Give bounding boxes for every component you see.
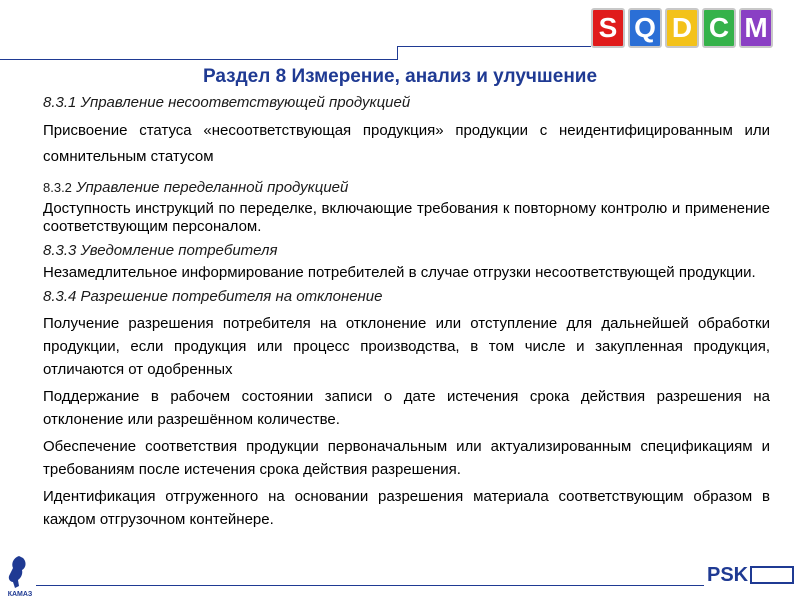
content <box>43 94 770 531</box>
section-834-p1: Получение разрешения потребителя на отклонение или отступление для дальнейшей обработки продукции, если продукция или процесс производства, в том числе и закупленная продукция, отличаются от одобренных <box>43 315 770 378</box>
sqdcm-tile-m: M <box>739 8 773 48</box>
section-832-text: Доступность инструкций по переделке, включающие требования к повторному контролю и применение соответствующим персоналом. <box>43 200 770 235</box>
sqdcm-tile-c: C <box>702 8 736 48</box>
kamaz-logo <box>5 552 35 598</box>
section-832-title: Управление переделанной продукцией <box>76 179 349 196</box>
psk-logo: PSK <box>707 564 749 586</box>
section-831-text: Присвоение статуса «несоответствующая продукция» продукции с неидентифицированным или сомнительным статусом <box>43 122 770 165</box>
section-831-heading: 8.3.1 Управление несоответствующей продукцией <box>43 94 411 111</box>
header-line-left <box>0 59 398 60</box>
header-line-step <box>397 46 398 60</box>
section-834-p4: Идентификация отгруженного на основании разрешения материала соответствующим образом в каждом отгрузочном контейнере. <box>43 488 770 528</box>
sqdcm-tile-s: S <box>591 8 625 48</box>
section-832-heading <box>43 178 770 198</box>
section-833-heading: 8.3.3 Уведомление потребителя <box>43 242 278 259</box>
section-834-heading: 8.3.4 Разрешение потребителя на отклонение <box>43 288 383 305</box>
page-title: Раздел 8 Измерение, анализ и улучшение <box>202 66 598 87</box>
sqdcm-tile-q: Q <box>628 8 662 48</box>
section-834-p3: Обеспечение соответствия продукции первоначальным или актуализированным спецификациям и требованиям после истечения срока действия разрешения. <box>43 438 770 478</box>
footer-line <box>36 585 704 586</box>
section-833-text: Незамедлительное информирование потребителей в случае отгрузки несоответствующей продукции. <box>43 264 756 281</box>
psk-box <box>750 566 794 584</box>
header-line-right <box>397 46 591 47</box>
kamaz-logo-text: КАМАЗ <box>7 591 33 598</box>
sqdcm-tile-d: D <box>665 8 699 48</box>
sqdcm-logo <box>591 8 773 48</box>
section-834-p2: Поддержание в рабочем состоянии записи о дате истечения срока действия разрешения на отклонение или разрешённом количестве. <box>43 388 770 428</box>
section-832-number: 8.3.2 <box>43 180 72 195</box>
